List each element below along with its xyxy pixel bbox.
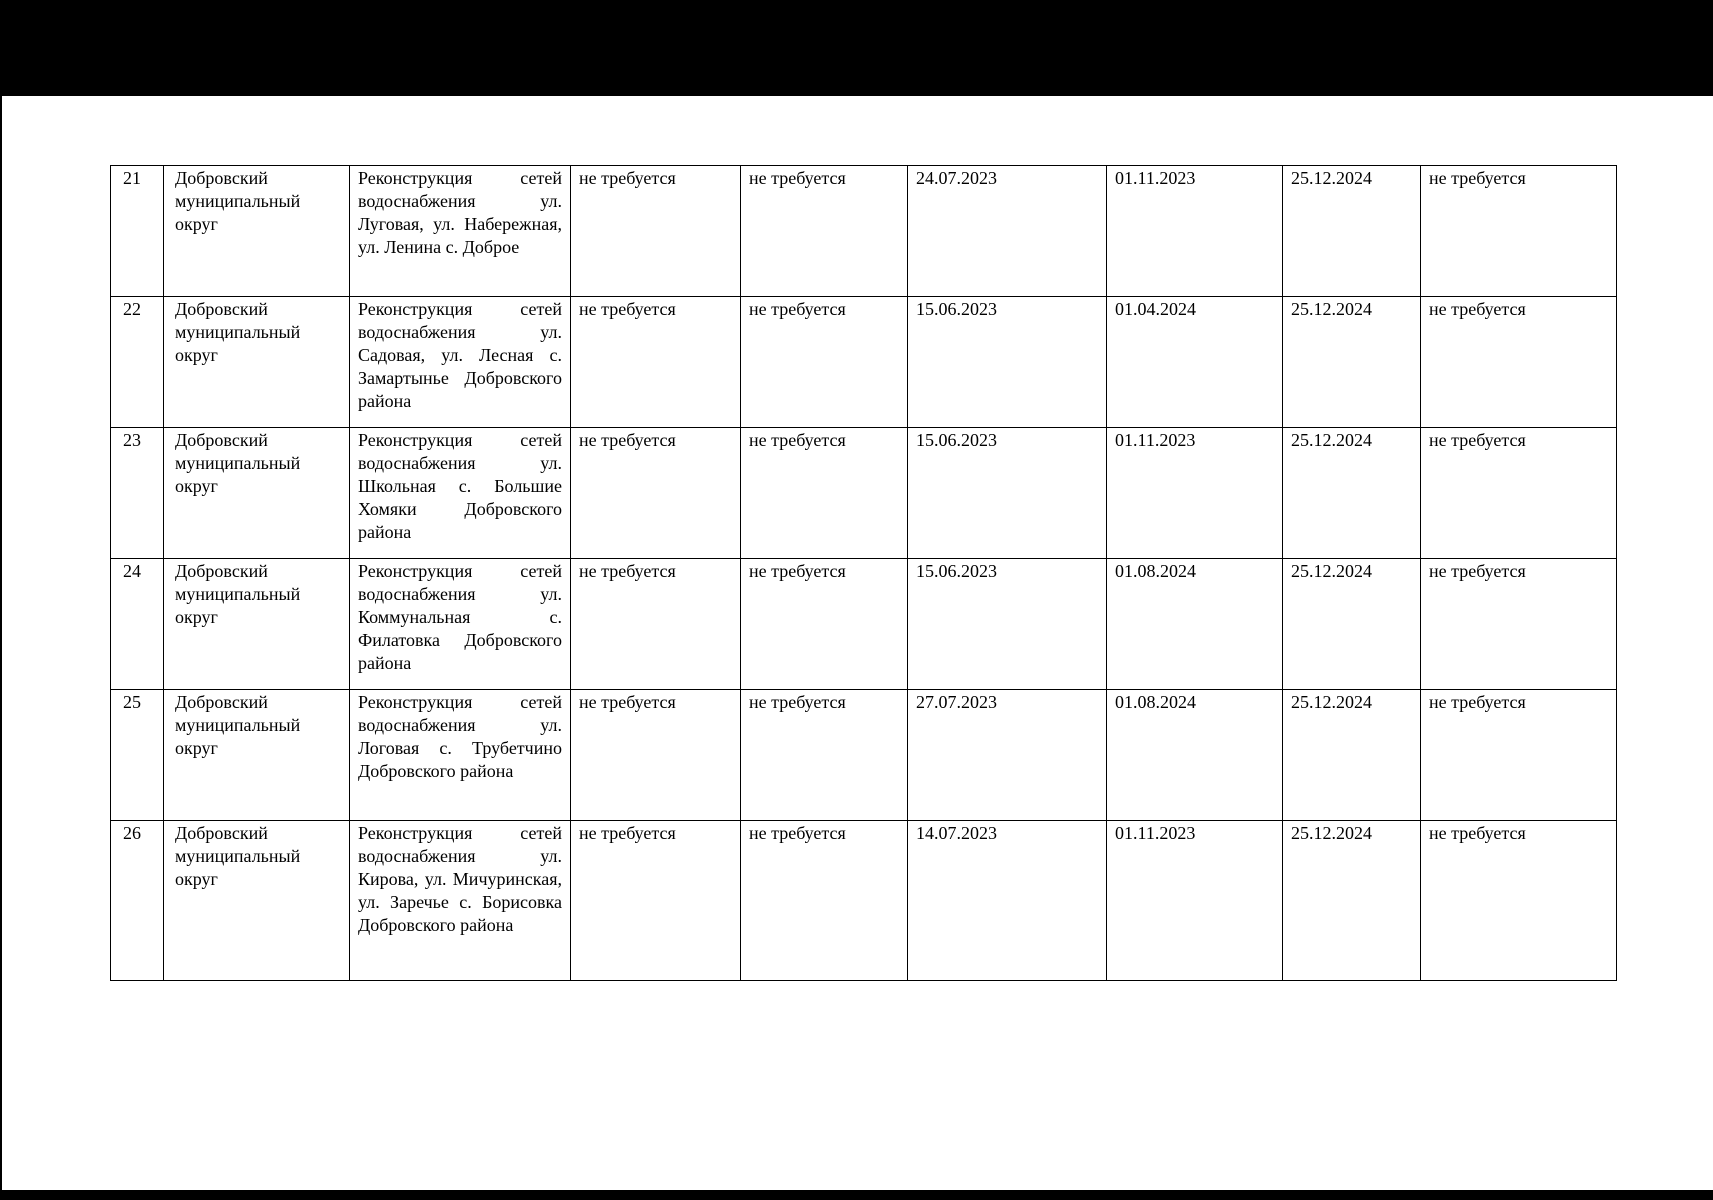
col5-cell: не требуется — [741, 821, 908, 981]
date2-cell: 01.11.2023 — [1107, 166, 1283, 297]
table-row — [111, 690, 1617, 821]
table-row — [111, 297, 1617, 428]
date2-cell: 01.11.2023 — [1107, 428, 1283, 559]
object-cell: Реконструкция сетей водоснабжения ул. Садовая, ул. Лесная с. Замартынье Добровского района — [350, 297, 571, 428]
row-number: 25 — [111, 690, 164, 821]
row-number: 21 — [111, 166, 164, 297]
date3-cell: 25.12.2024 — [1283, 690, 1421, 821]
col9-cell: не требуется — [1421, 690, 1617, 821]
date2-cell: 01.04.2024 — [1107, 297, 1283, 428]
date3-cell: 25.12.2024 — [1283, 297, 1421, 428]
col4-cell: не требуется — [571, 821, 741, 981]
col9-cell: не требуется — [1421, 821, 1617, 981]
date1-cell: 15.06.2023 — [908, 428, 1107, 559]
table-row — [111, 821, 1617, 981]
date3-cell: 25.12.2024 — [1283, 821, 1421, 981]
col5-cell: не требуется — [741, 166, 908, 297]
district-cell: Добровский муниципальный округ — [164, 559, 350, 690]
date1-cell: 27.07.2023 — [908, 690, 1107, 821]
row-number: 22 — [111, 297, 164, 428]
col5-cell: не требуется — [741, 559, 908, 690]
date2-cell: 01.08.2024 — [1107, 690, 1283, 821]
col9-cell: не требуется — [1421, 559, 1617, 690]
col4-cell: не требуется — [571, 690, 741, 821]
table-row — [111, 166, 1617, 297]
col9-cell: не требуется — [1421, 428, 1617, 559]
date3-cell: 25.12.2024 — [1283, 428, 1421, 559]
scan-border-top — [0, 0, 1713, 96]
date3-cell: 25.12.2024 — [1283, 559, 1421, 690]
col5-cell: не требуется — [741, 428, 908, 559]
date1-cell: 15.06.2023 — [908, 559, 1107, 690]
date1-cell: 15.06.2023 — [908, 297, 1107, 428]
date1-cell: 14.07.2023 — [908, 821, 1107, 981]
works-table — [110, 165, 1617, 981]
row-number: 24 — [111, 559, 164, 690]
col4-cell: не требуется — [571, 297, 741, 428]
row-number: 23 — [111, 428, 164, 559]
col9-cell: не требуется — [1421, 297, 1617, 428]
district-cell: Добровский муниципальный округ — [164, 297, 350, 428]
district-cell: Добровский муниципальный округ — [164, 821, 350, 981]
col4-cell: не требуется — [571, 428, 741, 559]
date1-cell: 24.07.2023 — [908, 166, 1107, 297]
date2-cell: 01.08.2024 — [1107, 559, 1283, 690]
col5-cell: не требуется — [741, 297, 908, 428]
table-row — [111, 559, 1617, 690]
date2-cell: 01.11.2023 — [1107, 821, 1283, 981]
col9-cell: не требуется — [1421, 166, 1617, 297]
object-cell: Реконструкция сетей водоснабжения ул. Луговая, ул. Набережная, ул. Ленина с. Доброе — [350, 166, 571, 297]
col5-cell: не требуется — [741, 690, 908, 821]
col4-cell: не требуется — [571, 166, 741, 297]
district-cell: Добровский муниципальный округ — [164, 428, 350, 559]
object-cell: Реконструкция сетей водоснабжения ул. Школьная с. Большие Хомяки Добровского района — [350, 428, 571, 559]
date3-cell: 25.12.2024 — [1283, 166, 1421, 297]
object-cell: Реконструкция сетей водоснабжения ул. Логовая с. Трубетчино Добровского района — [350, 690, 571, 821]
district-cell: Добровский муниципальный округ — [164, 166, 350, 297]
district-cell: Добровский муниципальный округ — [164, 690, 350, 821]
object-cell: Реконструкция сетей водоснабжения ул. Кирова, ул. Мичуринская, ул. Заречье с. Борисовка Добровского района — [350, 821, 571, 981]
col4-cell: не требуется — [571, 559, 741, 690]
table-row — [111, 428, 1617, 559]
object-cell: Реконструкция сетей водоснабжения ул. Коммунальная с. Филатовка Добровского района — [350, 559, 571, 690]
row-number: 26 — [111, 821, 164, 981]
